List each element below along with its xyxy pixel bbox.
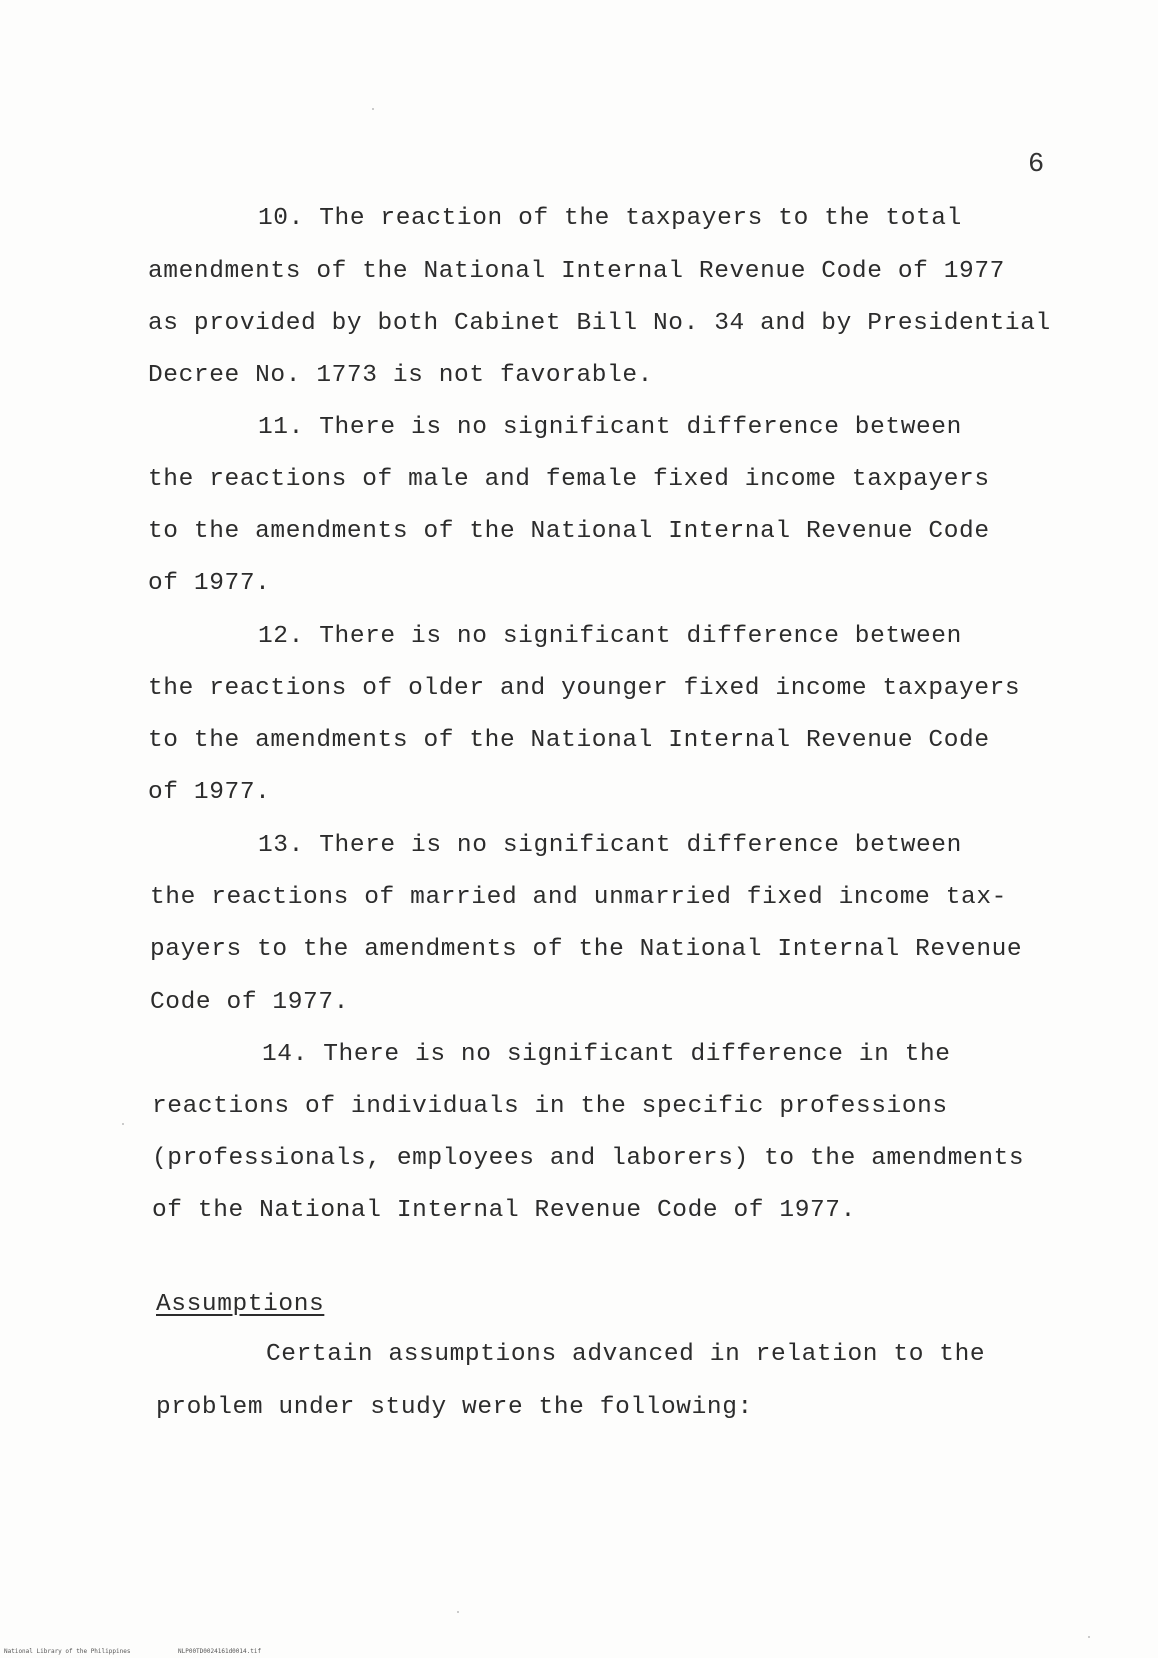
item-11-line-4: of 1977. <box>148 570 271 597</box>
item-11-line-1: 11. There is no significant difference between <box>258 414 962 441</box>
item-13-line-3: payers to the amendments of the National Internal Revenue <box>150 936 1023 963</box>
item-13-line-1: 13. There is no significant difference between <box>258 832 962 859</box>
item-13-line-4: Code of 1977. <box>150 989 349 1016</box>
assumptions-heading: Assumptions <box>156 1291 325 1318</box>
item-10-line-1: 10. The reaction of the taxpayers to the total <box>258 205 962 232</box>
item-12-line-1: 12. There is no significant difference between <box>258 623 962 650</box>
item-12-line-2: the reactions of older and younger fixed income taxpayers <box>148 675 1021 702</box>
item-10-line-4: Decree No. 1773 is not favorable. <box>148 362 653 389</box>
item-14-line-3: (professionals, employees and laborers) to the amendments <box>152 1145 1025 1172</box>
item-11-line-3: to the amendments of the National Internal Revenue Code <box>148 518 990 545</box>
page-number: 6 <box>1028 150 1045 180</box>
item-13-line-2: the reactions of married and unmarried fixed income tax- <box>150 884 1007 911</box>
scan-speck <box>457 1611 459 1613</box>
footer-file-id: NLP00TD0024161d0014.tif <box>178 1648 262 1655</box>
item-14-line-2: reactions of individuals in the specific professions <box>152 1093 948 1120</box>
item-14-line-1: 14. There is no significant difference in the <box>262 1041 951 1068</box>
item-10-line-3: as provided by both Cabinet Bill No. 34 and by Presidential <box>148 310 1051 337</box>
scan-speck <box>122 1123 124 1125</box>
scan-speck <box>1088 1636 1090 1638</box>
item-10-line-2: amendments of the National Internal Revenue Code of 1977 <box>148 258 1005 285</box>
item-14-line-4: of the National Internal Revenue Code of 1977. <box>152 1197 856 1224</box>
scan-speck <box>372 108 374 110</box>
item-12-line-3: to the amendments of the National Internal Revenue Code <box>148 727 990 754</box>
footer-library-credit: National Library of the Philippines <box>4 1648 131 1655</box>
item-11-line-2: the reactions of male and female fixed income taxpayers <box>148 466 990 493</box>
item-12-line-4: of 1977. <box>148 779 271 806</box>
assumptions-line-1: Certain assumptions advanced in relation to the <box>266 1341 986 1368</box>
assumptions-line-2: problem under study were the following: <box>156 1394 753 1421</box>
